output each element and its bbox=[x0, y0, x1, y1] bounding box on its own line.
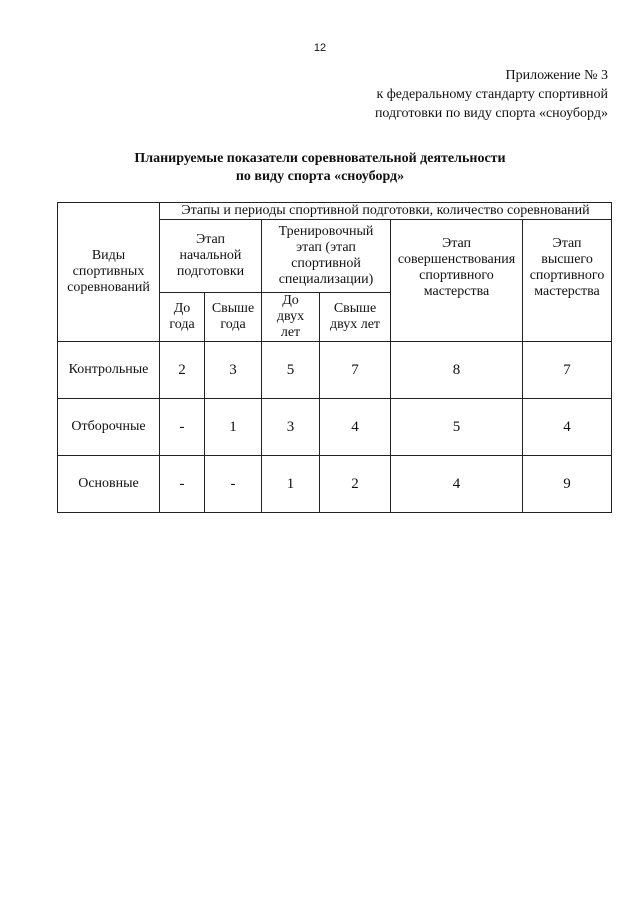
table-cell: - bbox=[160, 456, 205, 513]
appendix-line-2: к федеральному стандарту спортивной bbox=[376, 87, 608, 102]
table-row bbox=[58, 399, 612, 456]
training-up-to-two-header: До двух лет bbox=[262, 293, 320, 342]
table-cell: 5 bbox=[391, 399, 523, 456]
table-cell: 4 bbox=[391, 456, 523, 513]
table-cell: 4 bbox=[320, 399, 391, 456]
table-cell: 2 bbox=[160, 342, 205, 399]
table-cell: 8 bbox=[391, 342, 523, 399]
initial-over-year-header: Свыше года bbox=[205, 293, 262, 342]
table-cell: 7 bbox=[320, 342, 391, 399]
table-row bbox=[58, 456, 612, 513]
table-header-row bbox=[58, 203, 612, 220]
stage-training-header: Тренировочный этап (этап спортивной специализации) bbox=[262, 220, 391, 293]
table-cell: 1 bbox=[262, 456, 320, 513]
table-cell: - bbox=[160, 399, 205, 456]
stage-improvement-header: Этап совершенствования спортивного мастерства bbox=[391, 220, 523, 342]
corner-header: Виды спортивных соревнований bbox=[58, 203, 160, 342]
row-label-control: Контрольные bbox=[58, 342, 160, 399]
initial-up-to-year-header: До года bbox=[160, 293, 205, 342]
training-over-two-header: Свыше двух лет bbox=[320, 293, 391, 342]
table-cell: 9 bbox=[523, 456, 612, 513]
table-cell: 2 bbox=[320, 456, 391, 513]
appendix-line-1: Приложение № 3 bbox=[505, 68, 608, 83]
table-cell: 3 bbox=[205, 342, 262, 399]
row-label-main: Основные bbox=[58, 456, 160, 513]
table-cell: 3 bbox=[262, 399, 320, 456]
competition-indicators-table bbox=[57, 202, 612, 513]
table-cell: 7 bbox=[523, 342, 612, 399]
stage-higher-header: Этап высшего спортивного мастерства bbox=[523, 220, 612, 342]
group-header: Этапы и периоды спортивной подготовки, количество соревнований bbox=[160, 203, 612, 220]
table-cell: 1 bbox=[205, 399, 262, 456]
table-cell: - bbox=[205, 456, 262, 513]
appendix-line-3: подготовки по виду спорта «сноуборд» bbox=[374, 106, 608, 121]
stage-initial-header: Этап начальной подготовки bbox=[160, 220, 262, 293]
table-row bbox=[58, 342, 612, 399]
row-label-qualifying: Отборочные bbox=[58, 399, 160, 456]
table-cell: 5 bbox=[262, 342, 320, 399]
page-number: 12 bbox=[313, 42, 327, 54]
document-title bbox=[0, 150, 640, 186]
table-cell: 4 bbox=[523, 399, 612, 456]
document-title-line-1: Планируемые показатели соревновательной деятельности bbox=[134, 151, 506, 166]
document-title-line-2: по виду спорта «сноуборд» bbox=[235, 169, 405, 184]
appendix-block bbox=[375, 66, 608, 123]
